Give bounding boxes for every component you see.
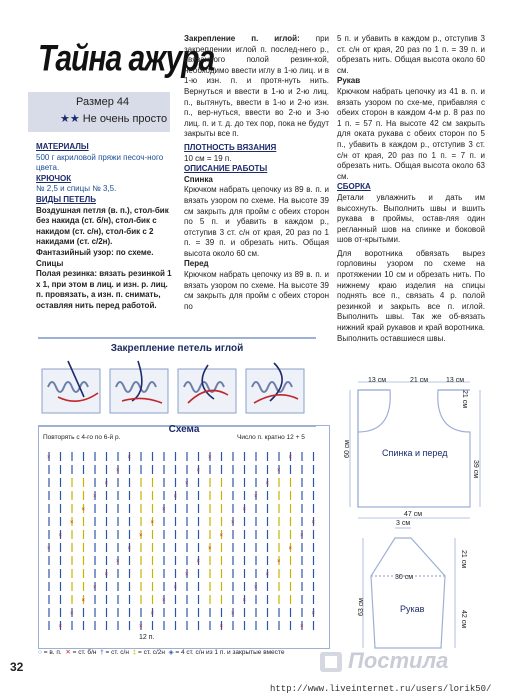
sl-h21: 21 см — [460, 550, 467, 569]
stitch-x-mark: × — [242, 598, 247, 604]
joining-heading: Закрепление п. иглой: — [184, 34, 300, 43]
stitch-x-mark: × — [58, 624, 63, 630]
stitch-x-mark: × — [139, 624, 143, 630]
legend-stsn: = ст. с/н — [105, 649, 129, 656]
fantasy-text: Фантазийный узор: по схеме. — [36, 247, 154, 257]
page-title: Тайна ажура — [38, 38, 215, 80]
stitch-x-mark: × — [162, 507, 166, 513]
sl-label: Рукав — [400, 604, 425, 614]
stitch-x-mark: × — [208, 546, 212, 552]
scheme-repeat-left: Повторять с 4-го по 6-й р. — [43, 434, 121, 441]
rib-text: Полая резинка: вязать резинкой 1 х 1, при этом в лиц. и изн. р. лиц. п. провязать, а изн. п. снимать, оставляя нить перед работой. — [36, 269, 172, 310]
back-heading: Спинка — [184, 174, 213, 184]
joining-illustration — [38, 337, 316, 427]
stitch-x-mark: × — [300, 533, 304, 539]
column-2 — [184, 34, 329, 312]
scheme-bottom-label: 12 п. — [139, 634, 155, 641]
legend-closing: = 4 ст. с/н из 1 п. и закрытые вместе — [175, 649, 285, 656]
pb-w21: 21 см — [410, 377, 429, 384]
stitch-x-mark: × — [150, 611, 155, 617]
sl-h42: 42 см — [460, 610, 467, 629]
stitch-x-mark: × — [104, 572, 109, 578]
stitch-x-mark: × — [70, 520, 74, 526]
stitch-x-mark: × — [162, 598, 166, 604]
scheme-title: Схема — [168, 424, 200, 435]
joining-title: Закрепление петель иглой — [110, 343, 244, 354]
stitch-x-mark: × — [150, 520, 155, 526]
pb-h21: 21 см — [461, 390, 468, 409]
front-cont-text: 5 п. и убавить в каждом р., отступив 3 ст. с/н от края, 20 раз по 1 п. = 39 п. и обрезать нить. Общая высота около 60 см. — [337, 34, 485, 75]
joining-steps-icon — [38, 357, 316, 421]
stitch-x-mark: × — [300, 624, 304, 630]
scheme-repeat-right: Число п. кратно 12 + 5 — [237, 434, 305, 441]
pb-w13b: 13 см — [446, 377, 465, 384]
stitch-x-mark: × — [288, 455, 293, 461]
loops-text: Воздушная петля (в. п.), стол-бик без накида (ст. б/н), стол-бик с накидом (ст. с/н), стол-бик с 2 накидами (ст. с/2н). — [36, 205, 169, 247]
page-number: 32 — [10, 660, 24, 674]
density-text: 10 см = 19 п. — [184, 153, 232, 163]
pb-w13a: 13 см — [368, 377, 387, 384]
needles-heading: Спицы — [36, 258, 64, 268]
front-text: Крючком набрать цепочку из 89 в. п. и вязать узором по схеме. На высоте 39 см закрыть для пройм с обеих сторон по — [184, 270, 329, 311]
stitch-x-mark: × — [311, 611, 316, 617]
size-label: Размер 44 — [76, 96, 130, 108]
stitch-x-mark: × — [277, 468, 281, 474]
watermark-text: Постила — [348, 648, 449, 673]
difficulty-label: Не очень просто — [82, 113, 168, 125]
assembly-heading: СБОРКА — [337, 182, 371, 192]
stitch-x-mark: × — [288, 546, 293, 552]
source-url: http://www.liveinternet.ru/users/lorik50/ — [270, 684, 492, 694]
pattern-sleeve — [355, 520, 475, 650]
stitch-x-mark: × — [231, 520, 235, 526]
stitch-x-mark: × — [127, 455, 132, 461]
sl-w30: 30 см — [395, 574, 414, 581]
stitch-x-mark: × — [265, 481, 270, 487]
pb-h60: 60 см — [344, 440, 351, 459]
legend-stbn: = ст. б/н — [72, 649, 97, 656]
column-1 — [36, 142, 176, 312]
loops-heading: ВИДЫ ПЕТЕЛЬ — [36, 194, 96, 204]
assembly-text: Детали увлажнить и дать им высохнуть. Выполнить швы и вшить рукава в проймы, остав-ляя один регланный шов на спинке и боковой шов от-крытыми. — [337, 192, 485, 245]
sleeve-heading: Рукав — [337, 76, 361, 86]
stitch-x-mark: × — [81, 598, 86, 604]
stitch-x-mark: × — [196, 559, 201, 565]
materials-heading: МАТЕРИАЛЫ — [36, 142, 89, 151]
stitch-x-mark: × — [70, 611, 74, 617]
watermark-logo-icon — [318, 648, 344, 674]
stars-icon: ★★ — [60, 113, 80, 125]
stitch-x-mark: × — [47, 546, 51, 552]
work-heading: ОПИСАНИЕ РАБОТЫ — [184, 164, 268, 174]
front-heading: Перед — [184, 259, 209, 269]
pb-w47: 47 см — [404, 511, 423, 518]
stitch-x-mark: × — [196, 468, 201, 474]
stitch-x-mark: × — [311, 520, 316, 526]
density-heading: ПЛОТНОСТЬ ВЯЗАНИЯ — [184, 142, 277, 152]
stitch-x-mark: × — [116, 468, 120, 474]
stitch-x-mark: × — [173, 585, 178, 591]
stitch-x-mark: × — [254, 494, 258, 500]
stitch-x-mark: × — [219, 533, 224, 539]
hook-text: № 2,5 и спицы № 3,5. — [36, 184, 117, 194]
stitch-x-mark: × — [277, 559, 281, 565]
legend-sts2n: = ст. с/2н — [137, 649, 165, 656]
stitch-scheme — [38, 425, 330, 649]
stitch-x-mark: × — [58, 533, 63, 539]
pb-h39: 39 см — [472, 460, 479, 479]
legend-vp: = в. п. — [43, 649, 62, 656]
sleeve-text: Крючком набрать цепочку из 41 в. п. и вязать узором по схе-ме, прибавляя с обеих сторон в каждом 4-м р. 8 раз по 1 п. = 57 п. На высоте 42 см закрыть для оката рукава с обеих сторон по 5 п., убавить в каждом р., отступив 3 ст. с/н от края, 20 раз по 1 п. = 7 п. и обрезать нить. Общая высота около 63 см. — [337, 86, 485, 181]
stitch-x-mark: × — [185, 572, 189, 578]
collar-text: Для воротника обвязать вырез горловины узором по схеме на протяжении 10 см и обрезать нить. По нижнему краю изделия на спицы поднять все п., связать 4 р. полой резинкой и закрыть все п. иглой. Выполнить швы. Так же об-вязать нижний край рукавов и край воротника. Выполнить оставшиеся швы. — [337, 248, 485, 343]
stitch-x-mark: × — [265, 572, 270, 578]
stitch-x-mark: × — [81, 507, 86, 513]
stitch-grid-icon — [41, 444, 327, 634]
stitch-x-mark: × — [208, 455, 212, 461]
pb-label: Спинка и перед — [382, 448, 448, 458]
stitch-x-mark: × — [231, 611, 235, 617]
stitch-x-mark: × — [185, 481, 189, 487]
stitch-x-mark: × — [219, 624, 224, 630]
stitch-x-mark: × — [127, 546, 132, 552]
sl-w3: 3 см — [396, 520, 411, 527]
stitch-x-mark: × — [93, 585, 97, 591]
difficulty-line — [60, 112, 167, 125]
legend: ○ = в. п. ✕ = ст. б/н † = ст. с/н ‡ = ст. с/2н ◈ = 4 ст. с/н из 1 п. и закрытые вместе — [38, 649, 285, 656]
stitch-x-mark: × — [104, 481, 109, 487]
stitch-x-mark: × — [47, 455, 51, 461]
stitch-x-mark: × — [173, 494, 178, 500]
joining-text: при закреплении иглой п. послед-него р., связанного полой резин-кой, необходимо ввести иглу в 1-ю лиц. и в 1-ю изн. п. и протя-нуть нить. Вернуться и ввести в 1-ю и 2-ю лиц. п., вытянуть, ввести в 1-ю и 2-ю изн. п., вер-нуться, ввести во 2-ю и 3-ю лиц. п. и т. д. до тех пор, пока не будут закрыты все п. — [184, 34, 329, 139]
stitch-x-mark: × — [93, 494, 97, 500]
hook-heading: КРЮЧОК — [36, 173, 72, 183]
stitch-x-mark: × — [116, 559, 120, 565]
stitch-x-mark: × — [139, 533, 143, 539]
sl-h63: 63 см — [358, 598, 365, 617]
materials-text: 500 г акриловой пряжи песоч-ного цвета. — [36, 152, 164, 173]
stitch-x-mark: × — [254, 585, 258, 591]
back-text: Крючком набрать цепочку из 89 в. п. и вязать узором по схеме. На высоте 39 см закрыть для пройм с обеих сторон по 5 п. и убавить в каждом р., отступив 3 ст. с/н от края, 20 раз по 1 п. = 39 п. и обрезать нить. Общая высота около 60 см. — [184, 185, 329, 258]
stitch-x-mark: × — [242, 507, 247, 513]
column-3 — [337, 34, 485, 344]
